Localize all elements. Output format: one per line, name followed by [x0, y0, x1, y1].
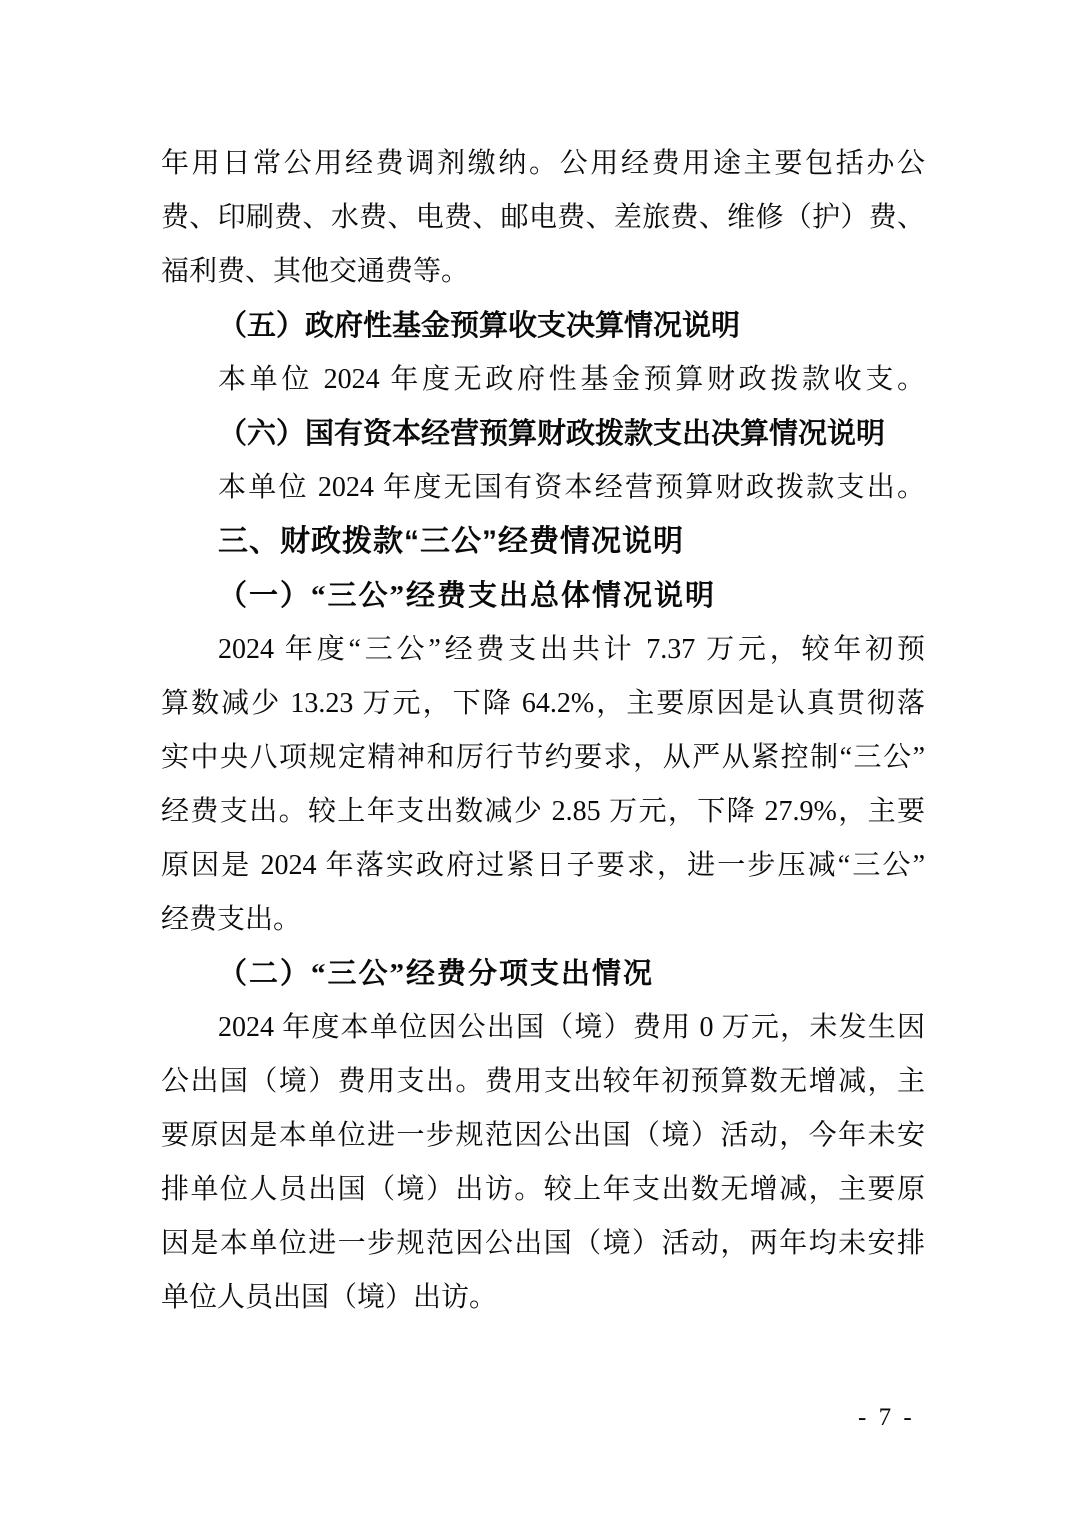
text-block	[161, 137, 925, 1325]
text-line: 要原因是本单位进一步规范因公出国（境）活动，今年未安	[161, 1120, 925, 1151]
text-line: 算数减少 13.23 万元，下降 64.2%，主要原因是认真贯彻落	[161, 688, 925, 719]
text-line: 2024 年度本单位因公出国（境）费用 0 万元，未发生因	[218, 1012, 925, 1043]
text-line: 排单位人员出国（境）出访。较上年支出数无增减，主要原	[161, 1174, 925, 1205]
text-line: （一）“三公”经费支出总体情况说明	[218, 580, 717, 612]
text-line: 2024 年度“三公”经费支出共计 7.37 万元，较年初预	[218, 634, 925, 665]
text-line: （六）国有资本经营预算财政拨款支出决算情况说明	[218, 418, 886, 450]
text-line: 因是本单位进一步规范因公出国（境）活动，两年均未安排	[161, 1228, 925, 1259]
text-line: 三、财政拨款“三公”经费情况说明	[218, 525, 684, 558]
text-line: 公出国（境）费用支出。费用支出较年初预算数无增减，主	[161, 1066, 925, 1097]
text-line: 费、印刷费、水费、电费、邮电费、差旅费、维修（护）费、	[161, 202, 925, 233]
text-line: 福利费、其他交通费等。	[161, 256, 470, 287]
page-number: - 7 -	[858, 1404, 915, 1431]
text-line: 经费支出。较上年支出数减少 2.85 万元，下降 27.9%，主要	[161, 796, 925, 827]
text-line: 经费支出。	[161, 904, 302, 935]
text-line: 单位人员出国（境）出访。	[161, 1282, 498, 1313]
text-line: （五）政府性基金预算收支决算情况说明	[218, 310, 741, 342]
text-line: （二）“三公”经费分项支出情况	[218, 958, 655, 990]
text-line: 本单位 2024 年度无政府性基金预算财政拨款收支。	[218, 364, 925, 395]
text-line: 本单位 2024 年度无国有资本经营预算财政拨款支出。	[218, 472, 925, 503]
text-line: 原因是 2024 年落实政府过紧日子要求，进一步压减“三公”	[161, 850, 925, 881]
text-line: 年用日常公用经费调剂缴纳。公用经费用途主要包括办公	[161, 148, 925, 179]
text-line: 实中央八项规定精神和厉行节约要求，从严从紧控制“三公”	[161, 742, 925, 773]
